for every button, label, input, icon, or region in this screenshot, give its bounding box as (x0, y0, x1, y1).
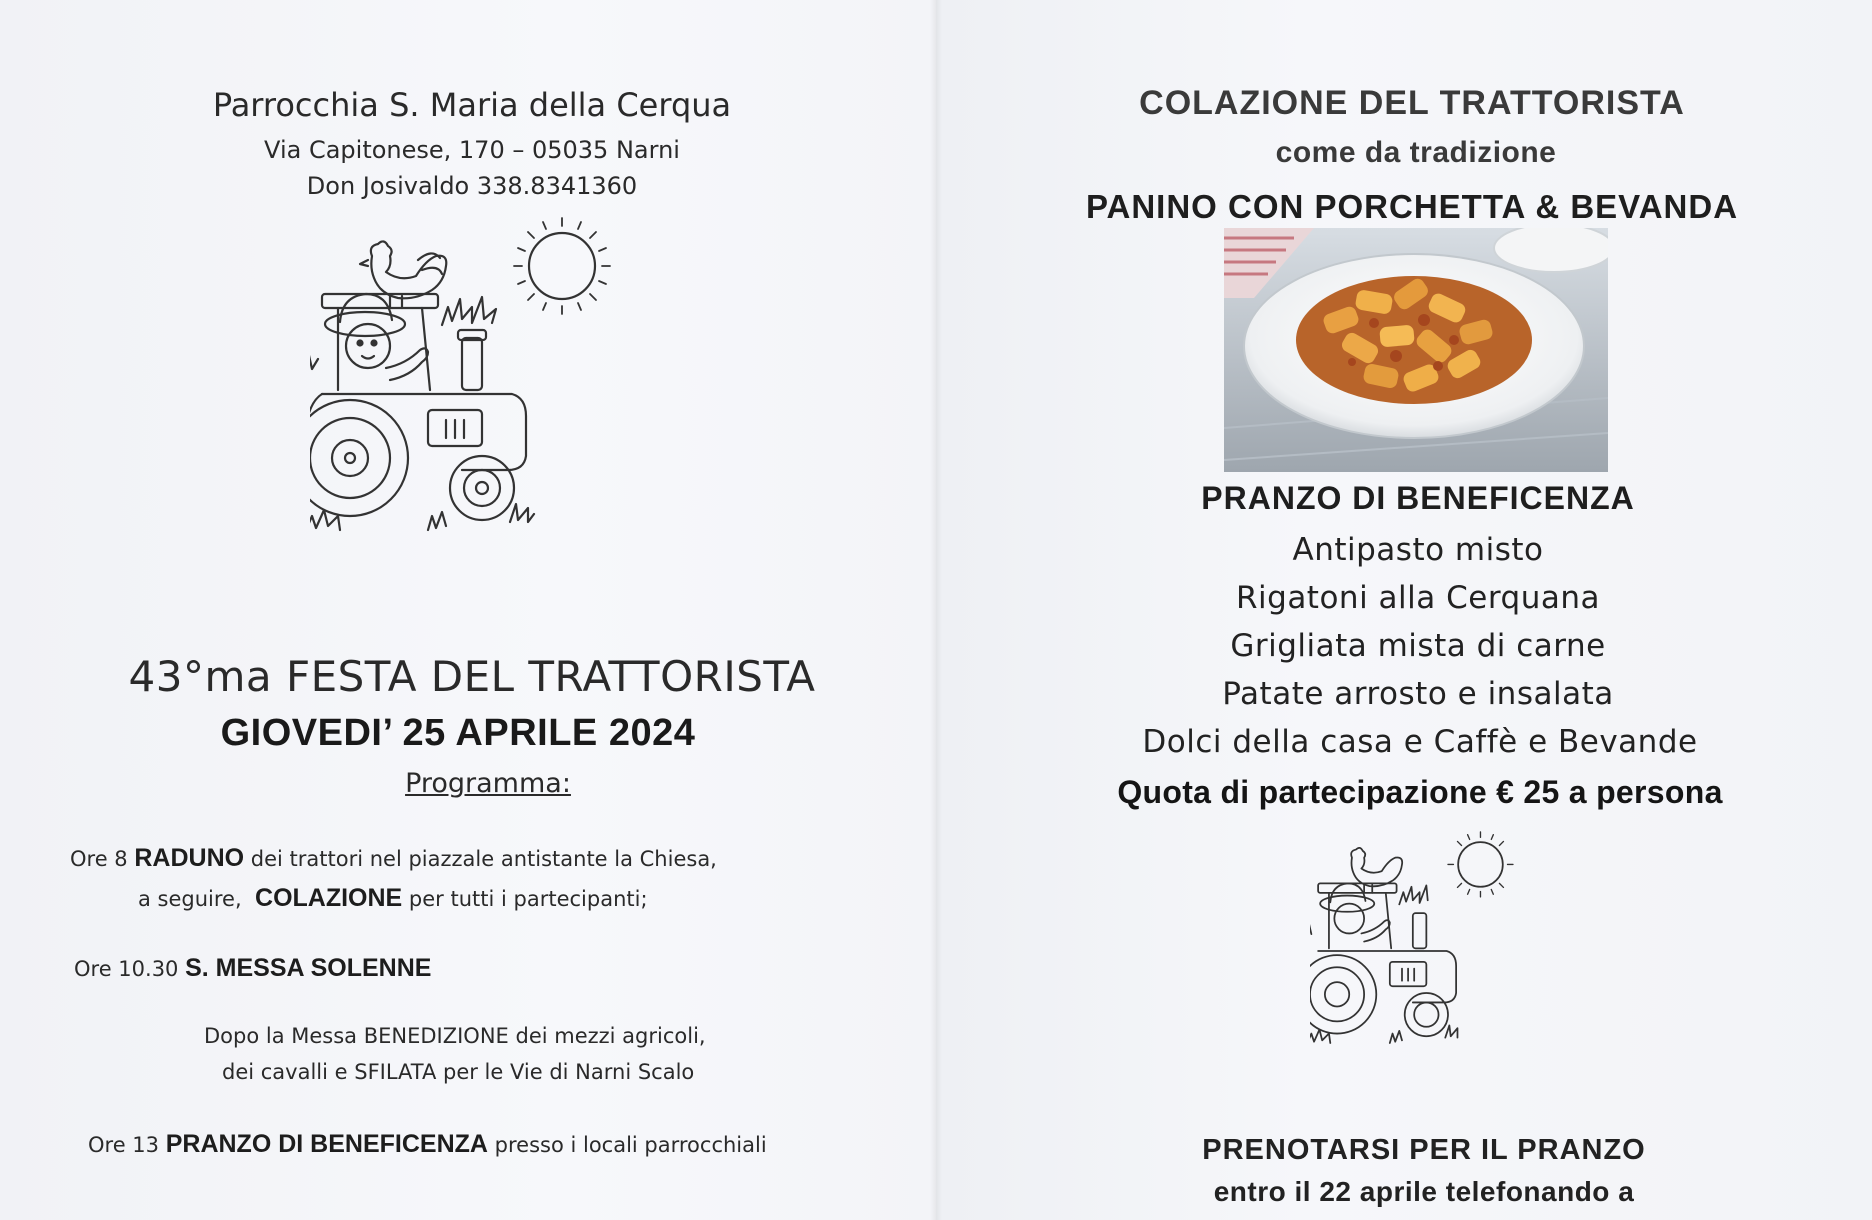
program-item-messa (74, 954, 431, 983)
program-item-pranzo (88, 1130, 767, 1159)
program-heading: Programma: (405, 768, 571, 799)
menu-item: Patate arrosto e insalata (1222, 676, 1614, 712)
menu-item: Grigliata mista di carne (1230, 628, 1606, 664)
colazione-label: COLAZIONE (255, 884, 403, 912)
time-1030: Ore 10.30 (74, 957, 179, 981)
price-line: Quota di partecipazione € 25 a persona (1117, 774, 1723, 810)
parish-address: Via Capitonese, 170 – 05035 Narni (264, 136, 680, 164)
rooster-icon (360, 241, 446, 308)
breakfast-subtitle: come da tradizione (1275, 136, 1557, 169)
pranzo-desc: presso i locali parrocchiali (494, 1133, 767, 1157)
rigatoni-plate-photo (1224, 228, 1608, 472)
menu-item: Dolci della casa e Caffè e Bevande (1142, 724, 1698, 760)
page-fold (930, 0, 942, 1220)
breakfast-items: PANINO CON PORCHETTA & BEVANDA (1085, 188, 1739, 225)
tractor-farmer-icon (1310, 812, 1540, 1132)
time-8: Ore 8 (70, 847, 128, 871)
breakfast-title: COLAZIONE DEL TRATTORISTA (1139, 84, 1685, 122)
program-item-colazione (138, 884, 648, 913)
program-item-raduno (70, 844, 717, 873)
festival-date: GIOVEDI’ 25 APRILE 2024 (220, 712, 696, 754)
menu-item: Rigatoni alla Cerquana (1235, 580, 1601, 616)
raduno-label: RADUNO (134, 844, 245, 872)
program-item-benedizione-1: Dopo la Messa BENEDIZIONE dei mezzi agricoli, (204, 1024, 706, 1048)
raduno-desc: dei trattori nel piazzale antistante la Chiesa, (250, 847, 717, 871)
sun-icon (1448, 832, 1513, 897)
time-13: Ore 13 (88, 1133, 160, 1157)
booking-text: entro il 22 aprile telefonando a (1213, 1176, 1635, 1207)
booking-title: PRENOTARSI PER IL PRANZO (1202, 1134, 1646, 1166)
sun-icon (514, 218, 610, 314)
parish-name: Parrocchia S. Maria della Cerqua (212, 86, 732, 124)
tractor-farmer-icon (310, 200, 650, 650)
colazione-desc: per tutti i partecipanti; (408, 887, 648, 911)
pranzo-label: PRANZO DI BENEFICENZA (165, 1130, 488, 1158)
a-seguire: a seguire, (138, 887, 242, 911)
messa-label: S. MESSA SOLENNE (185, 954, 432, 982)
festival-title: 43°ma FESTA DEL TRATTORISTA (128, 652, 816, 701)
lunch-title: PRANZO DI BENEFICENZA (1201, 480, 1635, 516)
menu-item: Antipasto misto (1292, 532, 1544, 568)
program-item-benedizione-2: dei cavalli e SFILATA per le Vie di Narni Scalo (222, 1060, 695, 1084)
parish-contact: Don Josivaldo 338.8341360 (306, 172, 638, 200)
